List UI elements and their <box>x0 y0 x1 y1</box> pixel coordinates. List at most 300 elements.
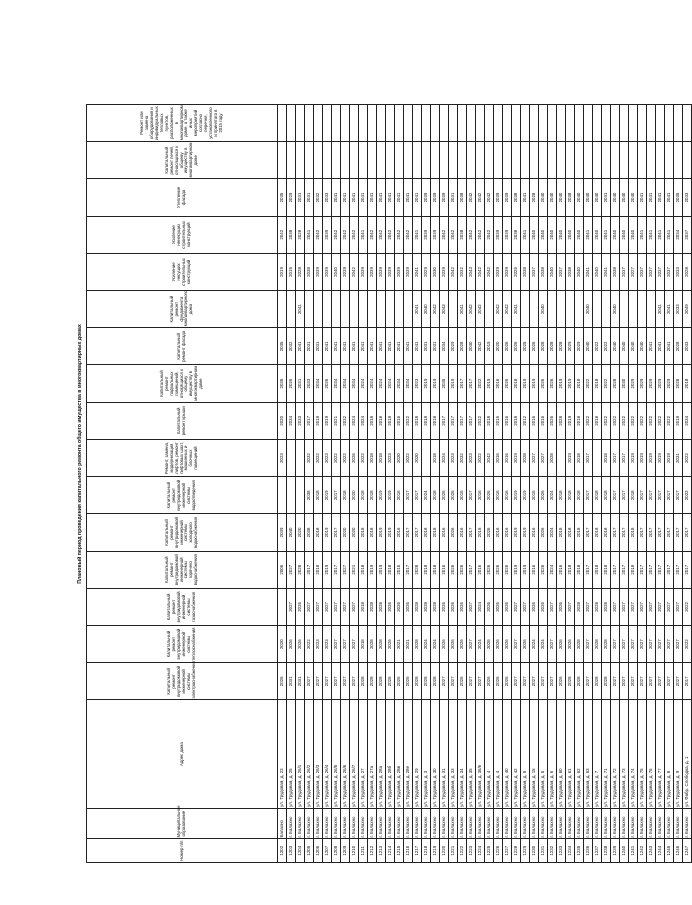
year-cell: 2031 <box>314 328 323 365</box>
year-cell: 2016 <box>530 402 539 439</box>
row-number-cell: 1240 <box>620 839 629 863</box>
year-cell: 2026 <box>485 477 494 514</box>
address-cell: ул. Трудовая, д. 62 <box>575 700 584 808</box>
municipality-cell: г. Балахно <box>575 808 584 839</box>
year-cell: 2026 <box>530 588 539 625</box>
year-cell: 2027 <box>620 626 629 663</box>
year-cell: 2017 <box>674 477 683 514</box>
year-cell: 2028 <box>602 626 611 663</box>
year-cell: 2018 <box>431 402 440 439</box>
year-cell: 2027 <box>305 663 314 700</box>
column-header-label: Капитальный ремонт внутридомовой инженерной системы теплоснабжения <box>166 627 196 661</box>
address-cell: ул. Трудовая, д. 76 <box>647 700 656 808</box>
year-cell: 2026 <box>395 588 404 625</box>
year-cell: 2018 <box>359 588 368 625</box>
year-cell: 2028 <box>413 588 422 625</box>
year-cell: 2026 <box>557 626 566 663</box>
year-cell <box>377 291 386 328</box>
year-cell: 2042 <box>476 179 485 216</box>
year-cell: 2034 <box>683 402 692 439</box>
year-cell: 2028 <box>539 328 548 365</box>
year-cell <box>386 142 395 179</box>
row-number-cell: 1226 <box>494 839 503 863</box>
table-row <box>629 46 638 863</box>
table-row <box>368 46 377 863</box>
year-cell: 2032 <box>305 439 314 476</box>
year-cell: 2024 <box>440 439 449 476</box>
year-cell: 2016 <box>395 551 404 588</box>
year-cell: 2026 <box>539 588 548 625</box>
year-cell: 2034 <box>332 365 341 402</box>
year-cell: 2026 <box>287 626 296 663</box>
year-cell: 2022 <box>404 402 413 439</box>
row-number-cell: 1225 <box>485 839 494 863</box>
year-cell: 2024 <box>359 402 368 439</box>
year-cell: 2018 <box>314 551 323 588</box>
year-cell: 2039 <box>440 253 449 290</box>
year-cell: 2019 <box>512 514 521 551</box>
column-header <box>87 839 278 863</box>
year-cell: 2017 <box>674 514 683 551</box>
year-cell <box>305 142 314 179</box>
year-cell: 2033 <box>683 179 692 216</box>
year-cell: 2019 <box>386 514 395 551</box>
year-cell: 2042 <box>350 216 359 253</box>
year-cell: 2039 <box>422 216 431 253</box>
municipality-cell: г. Балахно <box>440 808 449 839</box>
year-cell: 2018 <box>422 551 431 588</box>
year-cell: 2031 <box>449 179 458 216</box>
address-cell: ул. Трудовая, д. 4 <box>485 700 494 808</box>
year-cell: 2028 <box>566 663 575 700</box>
year-cell: 2026 <box>278 663 287 700</box>
year-cell: 2028 <box>296 551 305 588</box>
year-cell: 2027 <box>548 588 557 625</box>
year-cell: 2026 <box>296 626 305 663</box>
municipality-cell: г. Балахно <box>611 808 620 839</box>
row-number-cell: 1206 <box>314 839 323 863</box>
year-cell <box>638 291 647 328</box>
year-cell <box>602 291 611 328</box>
municipality-cell: г. Балахно <box>638 808 647 839</box>
year-cell <box>278 291 287 328</box>
year-cell: 2027 <box>656 626 665 663</box>
year-cell <box>323 291 332 328</box>
year-cell <box>404 104 413 141</box>
year-cell: 2016 <box>440 514 449 551</box>
year-cell: 2042 <box>485 216 494 253</box>
year-cell: 2022 <box>683 439 692 476</box>
municipality-cell: г. Балахно <box>449 808 458 839</box>
year-cell: 2018 <box>674 402 683 439</box>
column-header <box>87 588 278 625</box>
year-cell: 2027 <box>647 626 656 663</box>
row-number-cell: 1218 <box>422 839 431 863</box>
year-cell: 2016 <box>494 365 503 402</box>
year-cell: 2016 <box>494 477 503 514</box>
year-cell: 2018 <box>431 551 440 588</box>
year-cell <box>476 142 485 179</box>
table-row <box>386 46 395 863</box>
year-cell: 2022 <box>404 439 413 476</box>
year-cell: 2024 <box>548 551 557 588</box>
year-cell: 2040 <box>638 328 647 365</box>
address-cell: ул. Трудовая, д. 7 <box>593 700 602 808</box>
year-cell: 2042 <box>395 216 404 253</box>
year-cell <box>332 104 341 141</box>
year-cell: 2042 <box>368 216 377 253</box>
year-cell: 2026 <box>404 588 413 625</box>
year-cell: 2041 <box>350 179 359 216</box>
year-cell: 2026 <box>458 663 467 700</box>
row-number-cell: 1215 <box>395 839 404 863</box>
year-cell: 2040 <box>593 179 602 216</box>
table-row <box>431 46 440 863</box>
year-cell <box>296 439 305 476</box>
year-cell: 2028 <box>548 439 557 476</box>
year-cell: 2020 <box>350 477 359 514</box>
year-cell: 2040 <box>539 179 548 216</box>
year-cell: 2038 <box>566 179 575 216</box>
table-row <box>404 46 413 863</box>
year-cell: 2017 <box>305 402 314 439</box>
year-cell: 2041 <box>332 179 341 216</box>
year-cell: 2017 <box>467 402 476 439</box>
year-cell: 2016 <box>494 514 503 551</box>
year-cell: 2023 <box>278 439 287 476</box>
municipality-cell: г. Балахно <box>674 808 683 839</box>
year-cell <box>287 104 296 141</box>
year-cell: 2039 <box>440 179 449 216</box>
year-cell: 2041 <box>296 291 305 328</box>
year-cell: 2027 <box>350 588 359 625</box>
row-number-cell: 1223 <box>467 839 476 863</box>
year-cell: 2040 <box>332 253 341 290</box>
year-cell: 2028 <box>575 588 584 625</box>
year-cell: 2041 <box>359 328 368 365</box>
year-cell: 2040 <box>629 328 638 365</box>
table-row <box>575 46 584 863</box>
year-cell: 2026 <box>440 477 449 514</box>
address-cell: ул. Трудовая, д. 75 <box>638 700 647 808</box>
column-header-label: Капитальный ремонт подвальных помещений, относящихся к общему имуществу в многоквартирном доме <box>158 365 204 401</box>
year-cell: 2042 <box>431 291 440 328</box>
municipality-cell: г. Балахно <box>665 808 674 839</box>
year-cell: 2041 <box>647 179 656 216</box>
year-cell: 2016 <box>476 514 485 551</box>
row-number-cell: 1244 <box>656 839 665 863</box>
year-cell: 2028 <box>359 663 368 700</box>
year-cell <box>557 291 566 328</box>
year-cell <box>494 142 503 179</box>
year-cell: 2028 <box>296 216 305 253</box>
year-cell: 2017 <box>440 402 449 439</box>
year-cell: 2039 <box>422 179 431 216</box>
year-cell: 2024 <box>476 588 485 625</box>
year-cell: 2016 <box>530 514 539 551</box>
address-cell: ул. Трудовая, д. 28б <box>386 700 395 808</box>
table-row <box>485 46 494 863</box>
address-cell: ул. Трудовая, д. 5 <box>521 700 530 808</box>
year-cell: 2026 <box>557 588 566 625</box>
municipality-cell: г. Балахно <box>341 808 350 839</box>
year-cell: 2018 <box>431 477 440 514</box>
address-cell: ул. Трудовая, д. 26/7 <box>350 700 359 808</box>
year-cell <box>332 142 341 179</box>
year-cell: 2017 <box>332 551 341 588</box>
year-cell: 2027 <box>350 626 359 663</box>
year-cell: 2026 <box>566 626 575 663</box>
column-header <box>87 477 278 514</box>
year-cell <box>566 291 575 328</box>
year-cell: 2037 <box>683 216 692 253</box>
year-cell: 2027 <box>341 626 350 663</box>
year-cell: 2027 <box>305 588 314 625</box>
year-cell: 2027 <box>665 663 674 700</box>
table-row <box>548 46 557 863</box>
year-cell: 2027 <box>539 663 548 700</box>
municipality-cell: г. Балахно <box>602 808 611 839</box>
year-cell: 2017 <box>458 402 467 439</box>
year-cell: 2026 <box>548 402 557 439</box>
year-cell <box>341 104 350 141</box>
address-cell: ул. Трудовая, д. 8 <box>665 700 674 808</box>
year-cell: 2037 <box>656 253 665 290</box>
column-header <box>87 216 278 253</box>
row-number-cell: 1202 <box>278 839 287 863</box>
year-cell: 2015 <box>287 253 296 290</box>
municipality-cell: г. Балахно <box>548 808 557 839</box>
year-cell: 2040 <box>620 216 629 253</box>
rotated-table-sheet <box>74 45 689 863</box>
address-cell: ул. Трудовая, д. 9 <box>674 700 683 808</box>
year-cell <box>341 291 350 328</box>
year-cell: 2017 <box>332 514 341 551</box>
row-number-cell: 1209 <box>341 839 350 863</box>
year-cell: 2017 <box>638 551 647 588</box>
year-cell: 2017 <box>656 477 665 514</box>
year-cell: 2041 <box>368 179 377 216</box>
year-cell <box>287 291 296 328</box>
year-cell <box>593 104 602 141</box>
column-header <box>87 626 278 663</box>
year-cell <box>575 291 584 328</box>
year-cell: 2020 <box>413 439 422 476</box>
year-cell: 2041 <box>413 216 422 253</box>
year-cell <box>602 104 611 141</box>
year-cell: 2018 <box>566 551 575 588</box>
year-cell: 2027 <box>332 663 341 700</box>
year-cell: 2041 <box>602 253 611 290</box>
year-cell: 2041 <box>413 179 422 216</box>
year-cell: 2027 <box>467 663 476 700</box>
row-number-cell: 1233 <box>557 839 566 863</box>
year-cell: 2033 <box>323 179 332 216</box>
row-number-cell: 1241 <box>629 839 638 863</box>
column-header-label: Утепление фасада <box>176 186 186 209</box>
year-cell: 2040 <box>548 179 557 216</box>
year-cell: 2022 <box>476 365 485 402</box>
year-cell: 2041 <box>656 328 665 365</box>
year-cell: 2022 <box>683 626 692 663</box>
row-number-cell: 1212 <box>368 839 377 863</box>
year-cell: 2019 <box>656 439 665 476</box>
year-cell: 2019 <box>377 551 386 588</box>
year-cell: 2038 <box>539 253 548 290</box>
row-number-cell: 1220 <box>440 839 449 863</box>
municipality-cell: г. Балахно <box>314 808 323 839</box>
year-cell <box>314 291 323 328</box>
row-number-cell: 1213 <box>377 839 386 863</box>
address-cell: ул. Трудовая, д. 27 <box>359 700 368 808</box>
year-cell: 2040 <box>584 179 593 216</box>
address-cell: ул. Трудовая, д. 28в <box>395 700 404 808</box>
year-cell: 2027 <box>674 626 683 663</box>
year-cell: 2026 <box>296 588 305 625</box>
year-cell: 2042 <box>278 216 287 253</box>
year-cell: 2016 <box>395 477 404 514</box>
year-cell <box>521 142 530 179</box>
table-row <box>350 46 359 863</box>
year-cell <box>449 104 458 141</box>
year-cell <box>422 142 431 179</box>
municipality-cell: г. Балахно <box>395 808 404 839</box>
year-cell: 2024 <box>422 477 431 514</box>
table-row <box>674 46 683 863</box>
address-cell: ул. Трудовая, д. 36/6 <box>476 700 485 808</box>
year-cell <box>395 104 404 141</box>
year-cell <box>458 142 467 179</box>
year-cell: 2041 <box>656 291 665 328</box>
year-cell: 2040 <box>593 216 602 253</box>
column-header <box>87 328 278 365</box>
address-cell: ул. Трудовая, д. 15 <box>530 700 539 808</box>
column-header <box>87 663 278 700</box>
year-cell: 2027 <box>512 626 521 663</box>
year-cell: 2017 <box>458 365 467 402</box>
table-row <box>656 46 665 863</box>
year-cell: 2042 <box>476 216 485 253</box>
year-cell: 2018 <box>386 402 395 439</box>
year-cell: 2027 <box>611 626 620 663</box>
year-cell: 2042 <box>440 216 449 253</box>
year-cell: 2029 <box>629 365 638 402</box>
year-cell: 2042 <box>485 179 494 216</box>
year-cell: 2040 <box>611 328 620 365</box>
year-cell <box>665 104 674 141</box>
year-cell: 2017 <box>620 439 629 476</box>
year-cell: 2028 <box>557 402 566 439</box>
year-cell: 2017 <box>467 514 476 551</box>
year-cell <box>512 104 521 141</box>
year-cell: 2042 <box>404 216 413 253</box>
row-number-cell: 1207 <box>323 839 332 863</box>
address-cell: ул. Трудовая, д. 60 <box>557 700 566 808</box>
municipality-cell: г. Балахно <box>539 808 548 839</box>
year-cell: 2019 <box>512 551 521 588</box>
year-cell: 2041 <box>656 216 665 253</box>
year-cell: 2026 <box>503 588 512 625</box>
year-cell: 2018 <box>575 365 584 402</box>
row-number-cell: 1245 <box>665 839 674 863</box>
year-cell <box>566 142 575 179</box>
year-cell <box>377 142 386 179</box>
table-row <box>422 46 431 863</box>
year-cell: 2042 <box>467 216 476 253</box>
year-cell: 2028 <box>413 626 422 663</box>
year-cell: 2017 <box>611 439 620 476</box>
year-cell: 2042 <box>503 291 512 328</box>
year-cell: 2018 <box>422 402 431 439</box>
year-cell: 2026 <box>395 663 404 700</box>
year-cell: 2039 <box>494 216 503 253</box>
year-cell: 2038 <box>305 253 314 290</box>
year-cell: 2029 <box>566 328 575 365</box>
year-cell: 2027 <box>530 663 539 700</box>
column-header <box>87 439 278 476</box>
municipality-cell: г. Балахно <box>503 808 512 839</box>
municipality-cell: г. Балахно <box>485 808 494 839</box>
year-cell: 2024 <box>386 365 395 402</box>
year-cell <box>278 142 287 179</box>
year-cell <box>584 104 593 141</box>
year-cell: 2018 <box>314 477 323 514</box>
year-cell: 2026 <box>503 663 512 700</box>
year-cell <box>593 439 602 476</box>
year-cell: 2040 <box>548 253 557 290</box>
table-row <box>602 46 611 863</box>
year-cell: 2019 <box>485 365 494 402</box>
year-cell: 2019 <box>566 402 575 439</box>
year-cell: 2021 <box>332 402 341 439</box>
year-cell: 2035 <box>278 328 287 365</box>
municipality-cell: г. Балахно <box>512 808 521 839</box>
year-cell: 2039 <box>377 253 386 290</box>
year-cell: 2026 <box>449 626 458 663</box>
year-cell: 2017 <box>404 514 413 551</box>
year-cell: 2018 <box>629 477 638 514</box>
column-header <box>87 365 278 402</box>
year-cell: 2026 <box>539 365 548 402</box>
row-number-cell: 1238 <box>602 839 611 863</box>
address-cell: ул. Трудовая, д. 63 <box>584 700 593 808</box>
year-cell: 2016 <box>503 477 512 514</box>
year-cell: 2039 <box>494 253 503 290</box>
year-cell: 2028 <box>431 663 440 700</box>
year-cell: 2019 <box>323 551 332 588</box>
year-cell: 2023 <box>323 626 332 663</box>
year-cell <box>368 291 377 328</box>
row-number-cell: 1234 <box>566 839 575 863</box>
year-cell: 2019 <box>665 439 674 476</box>
address-cell: ул. Трудовая, д. 61 <box>566 700 575 808</box>
year-cell: 2023 <box>449 439 458 476</box>
year-cell: 2024 <box>359 365 368 402</box>
address-cell: ул. Трудовая, д. 26/6 <box>341 700 350 808</box>
year-cell: 2028 <box>683 253 692 290</box>
year-cell <box>557 142 566 179</box>
year-cell: 2027 <box>341 588 350 625</box>
year-cell: 2029 <box>647 365 656 402</box>
year-cell <box>539 104 548 141</box>
year-cell <box>674 142 683 179</box>
address-cell: ул. Трудовая, д. 30 <box>431 700 440 808</box>
year-cell: 2021 <box>395 626 404 663</box>
year-cell <box>485 291 494 328</box>
year-cell: 2031 <box>287 663 296 700</box>
year-cell: 2038 <box>305 514 314 551</box>
year-cell: 2042 <box>314 216 323 253</box>
